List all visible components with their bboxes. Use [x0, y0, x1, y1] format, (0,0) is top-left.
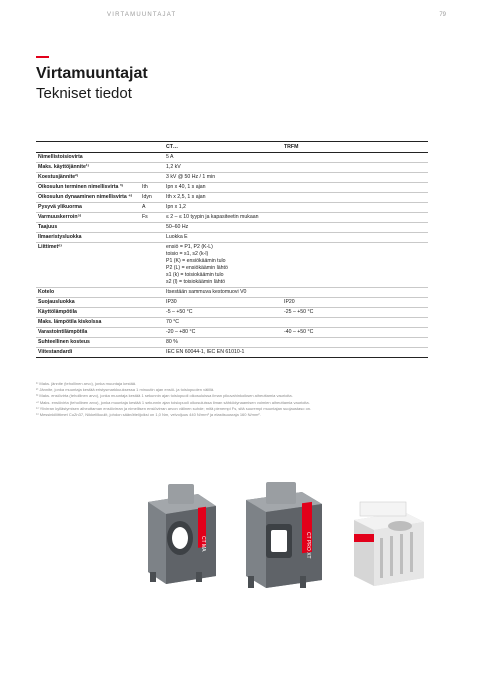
- row-label: Maks. lämpötila kiskolssa: [38, 319, 102, 325]
- trfm-transformer-image: [350, 498, 430, 588]
- row-label: Varastointilämpötila: [38, 329, 88, 335]
- row-ct-value: Ith x 2,5, 1 s ajan: [166, 194, 206, 200]
- row-trfm-value: [282, 243, 428, 288]
- row-trfm-value: [282, 318, 428, 328]
- row-label: Käyttölämpötila: [38, 309, 77, 315]
- row-symbol: [140, 328, 164, 338]
- table-row: [36, 288, 428, 298]
- row-label: Varmuuskerroin⁵⁾: [38, 214, 82, 220]
- footnote: ⁴⁾ Maks. ensiövirta (tehollinen arvo), jonka muuntaja kestää 1 sekunnin ajan toisiopuoli oikosuluissa ilman sähködynaamisen voimien aiheuttamia vaurioita.: [36, 399, 310, 405]
- ct-ma-label: CT MA: [200, 536, 206, 552]
- row-symbol: [140, 288, 164, 298]
- table-row: [36, 183, 428, 193]
- column-header-trfm: TRFM: [282, 142, 428, 153]
- row-label: Suhteellinen kosteus: [38, 339, 90, 345]
- row-label: Kotelo: [38, 289, 55, 295]
- row-symbol: [140, 163, 164, 173]
- footnote: ⁵⁾ Ylivirran kyllästymisen aiheuttaman ensiövirran ja nimellisen ensiövirran arvon välinen suhde; mitä pienempi Fs, sitä suurempi muuntajan suojaustaso on.: [36, 405, 312, 411]
- table-row: [36, 233, 428, 243]
- row-trfm-value: [282, 223, 428, 233]
- spec-table: [36, 141, 428, 358]
- table-row: [36, 318, 428, 328]
- row-ct-value: 70 °C: [166, 319, 180, 325]
- table-row: [36, 243, 428, 288]
- table-row: [36, 153, 428, 163]
- row-label: Taajuus: [38, 224, 58, 230]
- row-ct-value: 80 %: [166, 339, 178, 345]
- row-label: Viitestandardi: [38, 349, 73, 355]
- row-symbol: Ith: [142, 184, 148, 190]
- page-subtitle: Tekniset tiedot: [36, 85, 132, 102]
- row-trfm-value: [282, 203, 428, 213]
- footnote: ¹⁾ Maks. jännite (tehollinen arvo), jonka muuntaja kestää.: [36, 381, 137, 386]
- table-header-row: [36, 142, 428, 153]
- ct-pro-xt-label: CT PRO XT: [305, 532, 311, 559]
- row-trfm-value: -40 – +50 °C: [284, 329, 314, 335]
- ct-value-line: ensiö = P1, P2 (K-L): [166, 244, 213, 250]
- table-row: [36, 193, 428, 203]
- row-symbol: [140, 153, 164, 163]
- row-ct-value: IP30: [166, 299, 177, 305]
- footnote: ⁶⁾ Messinkiliittimet CuZn37, Nikkelilkuulit, johdon säänöttelijoiksi on 1,0 Nm, velvoljuus 440 N/mm² ja elastisuusraja 160 N/mm².: [36, 412, 261, 418]
- row-ct-value: IEC EN 60044-1, IEC EN 61010-1: [166, 349, 245, 355]
- ct-value-line: toisio = s1, s2 (k-l): [166, 251, 209, 257]
- row-symbol: [140, 348, 164, 358]
- row-trfm-value: [282, 193, 428, 203]
- row-label: Maks. käyttöjännite¹⁾: [38, 164, 89, 170]
- table-row: [36, 163, 428, 173]
- table-row: [36, 173, 428, 183]
- row-symbol: [140, 318, 164, 328]
- row-label: Koestusjännite²⁾: [38, 174, 79, 180]
- row-label: Liittimet⁶⁾: [38, 244, 62, 250]
- row-symbol: A: [142, 204, 146, 210]
- row-trfm-value: -25 – +50 °C: [284, 309, 314, 315]
- row-trfm-value: [282, 173, 428, 183]
- spec-table-body: [36, 153, 428, 358]
- row-trfm-value: [282, 338, 428, 348]
- row-symbol: [140, 223, 164, 233]
- ct-value-line: P2 (L) = ensiökäämin lähtö: [166, 265, 228, 271]
- row-trfm-value: [282, 348, 428, 358]
- table-row: [36, 223, 428, 233]
- footnote: ²⁾ Jännite, jonka muuntaja kestää eristysmarkkuuksessa 1 minuutin ajan ensiö- ja toisiopuolen välillä.: [36, 387, 215, 393]
- row-trfm-value: [282, 153, 428, 163]
- row-symbol: [140, 298, 164, 308]
- column-header-ct: CT…: [164, 142, 282, 153]
- row-label: Oikosulun terminen nimellisvirta ³⁾: [38, 184, 123, 190]
- table-row: [36, 338, 428, 348]
- row-ct-value: 50–60 Hz: [166, 224, 189, 230]
- column-header-label: [36, 142, 140, 153]
- row-ct-value: 1,2 kV: [166, 164, 181, 170]
- table-row: [36, 308, 428, 318]
- table-row: [36, 348, 428, 358]
- footnote: ³⁾ Maks. ensiövirta (tehollinen arvo), jonka muuntaja kestää 1 sekunnin ajan toisiopuoli oikosuluissa ilman pikuvahinkoiksen aiheuttamia vaurioita.: [36, 393, 293, 399]
- row-ct-value: [164, 243, 282, 288]
- table-row: [36, 213, 428, 223]
- table-row: [36, 203, 428, 213]
- row-ct-value: Ipn x 40, 1 s ajan: [166, 184, 206, 190]
- row-label: Suojausluokka: [38, 299, 75, 305]
- row-ct-value: Ipn x 1,2: [166, 204, 186, 210]
- ct-value-line: s1 (k) = toisiokäämin tulo: [166, 272, 224, 278]
- ct-value-line: P1 (K) = ensiökäämin tulo: [166, 258, 226, 264]
- row-trfm-value: [282, 288, 428, 298]
- row-symbol: Fs: [142, 214, 148, 220]
- row-label: Oikosulun dynaaminen nimellisvirta ⁴⁾: [38, 194, 133, 200]
- ct-value-line: s2 (l) = toisiokäämin lähtö: [166, 279, 225, 285]
- row-label: Pysyvä ylikuorma: [38, 204, 82, 210]
- table-row: [36, 328, 428, 338]
- row-label: Ilmaeristysluokka: [38, 234, 82, 240]
- row-trfm-value: [282, 163, 428, 173]
- column-header-symbol: [140, 142, 164, 153]
- row-trfm-value: [282, 213, 428, 223]
- row-symbol: [140, 338, 164, 348]
- table-row: [36, 298, 428, 308]
- running-head: VIRTAMUUNTAJAT: [107, 12, 177, 18]
- row-trfm-value: IP20: [284, 299, 295, 305]
- ct-ma-transformer-image: [140, 480, 230, 590]
- row-symbol: [140, 308, 164, 318]
- row-ct-value: -5 – +50 °C: [166, 309, 193, 315]
- row-trfm-value: [282, 183, 428, 193]
- ct-pro-xt-transformer-image: [240, 480, 340, 595]
- footnotes: [36, 381, 436, 418]
- accent-bar: [36, 56, 49, 58]
- row-ct-value: -20 – +80 °C: [166, 329, 196, 335]
- row-symbol: [140, 233, 164, 243]
- row-symbol: [140, 243, 164, 288]
- row-ct-value: Itsestään sammuva kestomuovi V0: [166, 289, 247, 295]
- row-ct-value: 3 kV @ 50 Hz / 1 min: [166, 174, 216, 180]
- row-symbol: [140, 173, 164, 183]
- row-ct-value: Luokka E: [166, 234, 188, 240]
- row-label: Nimellistoisiovirta: [38, 154, 83, 160]
- row-ct-value: ≤ 2 – ≤ 10 tyypin ja kapasiteetin mukaan: [166, 214, 259, 220]
- row-ct-value: 5 A: [166, 154, 174, 160]
- page-title: Virtamuuntajat: [36, 65, 148, 82]
- product-images: [140, 470, 440, 590]
- page-number: 79: [439, 12, 446, 18]
- row-trfm-value: [282, 233, 428, 243]
- row-symbol: Idyn: [142, 194, 152, 200]
